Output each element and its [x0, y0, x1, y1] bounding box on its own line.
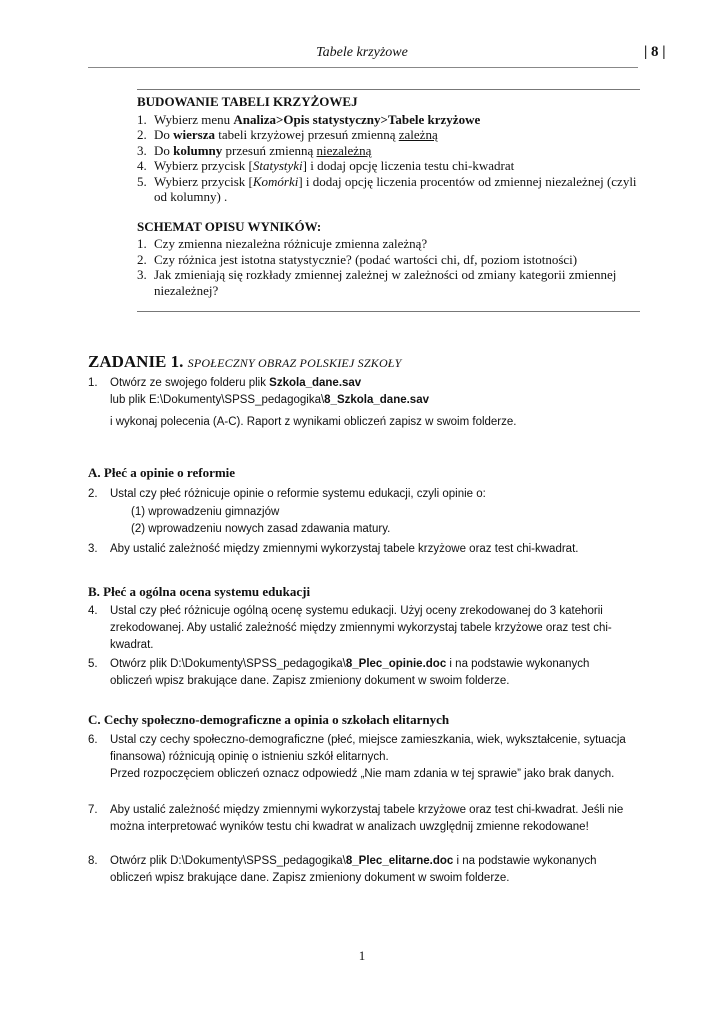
instruction-box	[137, 89, 640, 312]
item-text: Otwórz plik D:\Dokumenty\SPSS_pedagogika\	[110, 855, 346, 867]
file-name: 8_Szkola_dane.sav	[324, 394, 429, 406]
questions-list	[137, 236, 640, 298]
task-item-1	[88, 375, 633, 431]
step-italic: Komórki	[252, 173, 299, 189]
box-heading-building: BUDOWANIE TABELI KRZYŻOWEJ	[137, 94, 358, 109]
step-bold: kolumny	[173, 142, 223, 158]
step-text: Wybierz przycisk [	[154, 158, 253, 173]
item-text: Aby ustalić zależność między zmiennymi wykorzystaj tabele krzyżowe oraz test chi-kwadrat.	[110, 543, 579, 555]
question-number: 1.	[137, 236, 147, 251]
step-item	[137, 174, 640, 205]
question-item	[137, 252, 640, 268]
item-number: 4.	[88, 605, 98, 617]
step-item	[137, 143, 640, 159]
item-number: 2.	[88, 488, 98, 500]
task-item-2	[88, 486, 633, 503]
step-underline: niezależną	[316, 142, 372, 158]
item-text: i na podstawie wykonanych obliczeń wpisz brakujące dane. Zapisz zmieniony dokument w swoim folderze.	[110, 658, 590, 687]
header-page-marker: | 8 |	[644, 44, 666, 60]
item-number: 5.	[88, 658, 98, 670]
step-number: 3.	[137, 142, 147, 158]
item-text: Ustal czy płeć różnicuje opinie o reformie systemu edukacji, czyli opinie o:	[110, 488, 486, 500]
item-text: Otwórz ze swojego folderu plik	[110, 377, 270, 389]
header-title: Tabele krzyżowe	[316, 45, 408, 60]
task-item-6	[88, 732, 633, 783]
task-title-main: ZADANIE 1.	[88, 352, 184, 371]
item-text: lub plik E:\Dokumenty\SPSS_pedagogika\	[110, 394, 325, 406]
item-text: i na podstawie wykonanych obliczeń wpisz brakujące dane. Zapisz zmieniony dokument w swoim folderze.	[110, 855, 597, 884]
file-name: 8_Plec_opinie.doc	[345, 658, 447, 670]
box-heading-schema: SCHEMAT OPISU WYNIKÓW:	[137, 218, 322, 234]
item-text: Aby ustalić zależność między zmiennymi wykorzystaj tabele krzyżowe oraz test chi-kwadrat. Jeśli nie można interpretować wyników testu chi kwadrat w analizach uwzględnij zmienne rekodowane!	[110, 804, 624, 833]
header-divider	[88, 67, 638, 68]
question-item	[137, 267, 640, 298]
step-item	[137, 158, 640, 174]
step-text: tabeli krzyżowej przesuń zmienną	[215, 127, 399, 142]
steps-list	[137, 112, 640, 205]
task-title	[88, 352, 402, 372]
step-bold: wiersza	[173, 127, 216, 142]
question-text: Czy różnica jest istotna statystycznie? (podać wartości chi, df, poziom istotności)	[154, 251, 578, 267]
question-text: Jak zmieniają się rozkłady zmiennej zależnej w zależności od zmiany kategorii zmiennej niezależnej?	[154, 267, 617, 298]
step-text: Wybierz przycisk [	[154, 173, 253, 189]
step-item	[137, 127, 640, 143]
question-item	[137, 236, 640, 252]
item-text: Ustal czy płeć różnicuje ogólną ocenę systemu edukacji. Użyj oceny zrekodowanej do 3 katehorii zrekodowanej. Aby ustalić zależność między zmiennymi wykorzystaj tabele krzyżowe oraz test chi-kwadrat.	[110, 605, 612, 651]
section-c-title: C. Cechy społeczno-demograficzne a opinia o szkołach elitarnych	[88, 712, 450, 727]
item-number: 8.	[88, 855, 98, 867]
item-text: Ustal czy cechy społeczno-demograficzne (płeć, miejsce zamieszkania, wiek, wykształcenie, sytuacja finansowa) różnicują opinię o istnieniu szkół elitarnych.	[110, 734, 626, 763]
footer-page-number: 1	[358, 948, 366, 963]
item-number: 3.	[88, 543, 98, 555]
task-item-5	[88, 656, 633, 690]
file-name: Szkola_dane.sav	[269, 377, 362, 389]
step-text: Do	[154, 127, 174, 142]
step-text: przesuń zmienną	[222, 142, 317, 158]
step-italic: Statystyki	[252, 158, 303, 173]
question-text: Czy zmienna niezależna różnicuje zmienna zależną?	[154, 236, 428, 251]
sub-item: (1) wprowadzeniu gimnazjów	[131, 506, 280, 518]
item-text: Otwórz plik D:\Dokumenty\SPSS_pedagogika\	[110, 658, 346, 670]
step-number: 4.	[137, 158, 147, 173]
task-item-4	[88, 603, 633, 654]
step-text: Wybierz menu	[154, 111, 234, 127]
sub-item: (2) wprowadzeniu nowych zasad zdawania matury.	[131, 523, 391, 535]
step-text: Do	[154, 142, 174, 158]
task-subtitle: SPOŁECZNY OBRAZ POLSKIEJ SZKOŁY	[187, 356, 402, 370]
question-number: 2.	[137, 251, 147, 267]
section-a-title: A. Płeć a opinie o reformie	[88, 465, 236, 480]
task-item-7	[88, 802, 633, 836]
step-underline: zależną	[398, 127, 438, 142]
step-number: 5.	[137, 173, 147, 189]
step-text: ] i dodaj opcję liczenia procentów od zmiennej niezależnej (czyli od kolumny) .	[154, 173, 637, 204]
step-item	[137, 112, 640, 128]
step-number: 1.	[137, 111, 147, 127]
task-item-8	[88, 853, 633, 887]
section-b-title: B. Płeć a ogólna ocena systemu edukacji	[88, 584, 311, 599]
step-bold: Analiza>Opis statystyczny>Tabele krzyżowe	[233, 111, 481, 127]
item-number: 7.	[88, 804, 98, 816]
file-name: 8_Plec_elitarne.doc	[345, 855, 454, 867]
item-text: Przed rozpoczęciem obliczeń oznacz odpowiedź „Nie mam zdania w tej sprawie” jako brak danych.	[110, 768, 615, 780]
step-number: 2.	[137, 127, 147, 142]
item-number: 6.	[88, 734, 98, 746]
step-text: ] i dodaj opcję liczenia testu chi-kwadrat	[302, 158, 515, 173]
task-item-3	[88, 541, 633, 558]
item-text: i wykonaj polecenia (A-C). Raport z wynikami obliczeń zapisz w swoim folderze.	[110, 416, 517, 428]
question-number: 3.	[137, 267, 147, 282]
item-number: 1.	[88, 377, 98, 389]
